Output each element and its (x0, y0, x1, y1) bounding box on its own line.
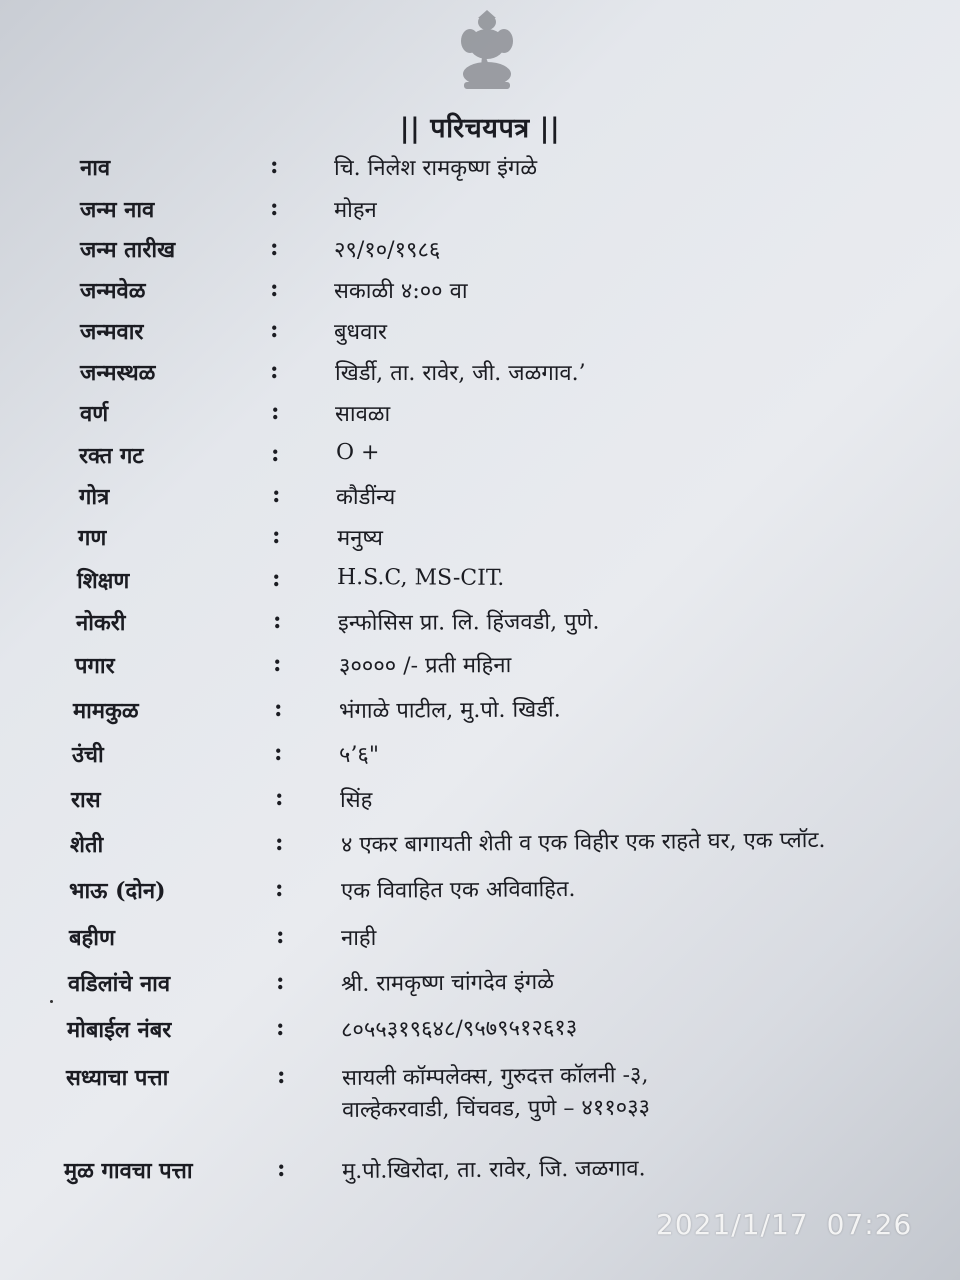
field-separator: : (276, 1014, 285, 1041)
timestamp-time: 07:26 (826, 1208, 913, 1241)
field-value: भंगाळे पाटील, मु.पो. खिर्डी. (338, 697, 561, 724)
field-separator: : (277, 1062, 286, 1089)
field-value: O + (335, 440, 380, 466)
field-value: बुधवार (334, 320, 388, 345)
field-separator: : (272, 565, 281, 592)
field-row (0, 968, 960, 1008)
field-label: जन्मस्थळ (80, 360, 156, 386)
photo-timestamp (656, 1208, 912, 1241)
field-label: मामकुळ (73, 698, 139, 724)
field-row (0, 1014, 960, 1054)
field-row (0, 922, 960, 962)
field-label: मुळ गावचा पत्ता (64, 1158, 193, 1184)
field-row (0, 152, 960, 192)
field-value: वाल्हेकरवाडी, चिंचवड, पुणे – ४११०३३ (341, 1095, 651, 1123)
field-row (0, 357, 960, 397)
field-label: जन्मवार (80, 319, 144, 345)
field-value: ८०५५३१९६४८/९५७९५१२६१३ (340, 1015, 578, 1043)
field-label: नाव (80, 155, 111, 181)
field-separator: : (272, 522, 281, 549)
field-label: गोत्र (79, 484, 110, 510)
ganesha-emblem-icon (456, 8, 518, 92)
field-row (0, 739, 960, 779)
field-separator: : (276, 922, 285, 949)
field-separator: : (270, 194, 279, 221)
field-row (0, 650, 960, 690)
field-value: मु.पो.खिरोदा, ता. रावेर, जि. जळगाव. (341, 1156, 646, 1184)
field-separator: : (275, 875, 284, 902)
field-separator: : (275, 829, 284, 856)
field-label: पगार (75, 653, 115, 679)
field-label: रास (71, 787, 101, 813)
field-value: खिर्डी, ता. रावेर, जी. जळगाव.’ (335, 361, 586, 386)
field-separator: : (277, 1155, 286, 1182)
field-separator: : (276, 968, 285, 995)
field-label: वडिलांचे नाव (68, 971, 171, 997)
field-label: जन्मवेळ (80, 278, 146, 304)
field-separator: : (270, 234, 279, 261)
field-label: गण (78, 525, 107, 551)
field-row (0, 194, 960, 234)
field-row (0, 481, 960, 521)
field-row (0, 234, 960, 274)
field-separator: : (270, 316, 279, 343)
field-row (0, 1094, 960, 1134)
field-row (0, 440, 960, 480)
field-row (0, 275, 960, 315)
field-label: शिक्षण (77, 568, 130, 594)
field-separator: : (273, 607, 282, 634)
field-value: एक विवाहित एक अविवाहित. (340, 876, 576, 904)
field-label: शेती (70, 832, 104, 858)
field-separator: : (274, 739, 283, 766)
field-value: ३०००० /- प्रती महिना (338, 653, 512, 679)
field-label: रक्त गट (79, 443, 144, 469)
field-separator: : (272, 481, 281, 508)
field-value: मोहन (334, 198, 377, 223)
field-value: २९/१०/१९८६ (334, 238, 441, 263)
field-row (0, 1155, 960, 1195)
field-value: H.S.C, MS-CIT. (336, 565, 505, 591)
field-label: जन्म नाव (80, 197, 155, 223)
field-value: मनुष्य (336, 526, 383, 552)
field-label: जन्म तारीख (80, 237, 176, 263)
field-label: भाऊ (दोन) (69, 878, 166, 904)
field-separator: : (274, 695, 283, 722)
field-value: श्री. रामकृष्ण चांगदेव इंगळे (340, 969, 555, 997)
field-label: मोबाईल नंबर (67, 1017, 172, 1043)
paper-speck (50, 1000, 53, 1003)
timestamp-date: 2021/1/17 (656, 1208, 809, 1241)
field-value: सायली कॉम्पलेक्स, गुरुदत्त कॉलनी -३, (341, 1062, 649, 1091)
field-row (0, 829, 960, 869)
field-separator: : (271, 440, 280, 467)
field-label: नोकरी (76, 610, 126, 636)
field-value: सावळा (335, 402, 391, 427)
field-value: चि. निलेश रामकृष्ण इंगळे (334, 156, 538, 181)
field-label: सध्याचा पत्ता (66, 1065, 169, 1091)
field-row (0, 607, 960, 647)
field-row (0, 398, 960, 438)
field-row (0, 784, 960, 824)
field-label: वर्ण (80, 401, 109, 427)
field-separator: : (270, 152, 279, 179)
field-separator: : (275, 784, 284, 811)
field-value: सिंह (340, 788, 373, 813)
field-value: नाही (341, 926, 377, 951)
field-label: उंची (72, 742, 104, 768)
field-row (0, 316, 960, 356)
field-value: ५’६" (339, 743, 379, 768)
field-value: इन्फोसिस प्रा. लि. हिंजवडी, पुणे. (337, 609, 600, 636)
document-title: || परिचयपत्र || (399, 113, 561, 144)
field-row (0, 565, 960, 605)
field-separator: : (270, 275, 279, 302)
field-value: ४ एकर बागायती शेती व एक विहीर एक राहते घर, एक प्लॉट. (340, 827, 826, 858)
field-row (0, 875, 960, 915)
field-separator: : (273, 650, 282, 677)
field-row (0, 522, 960, 562)
field-separator: : (271, 398, 280, 425)
field-value: कौडींन्य (335, 485, 396, 511)
field-row (0, 695, 960, 735)
field-value: सकाळी ४:०० वा (334, 279, 468, 304)
field-label: बहीण (69, 925, 115, 951)
field-separator: : (270, 357, 279, 384)
